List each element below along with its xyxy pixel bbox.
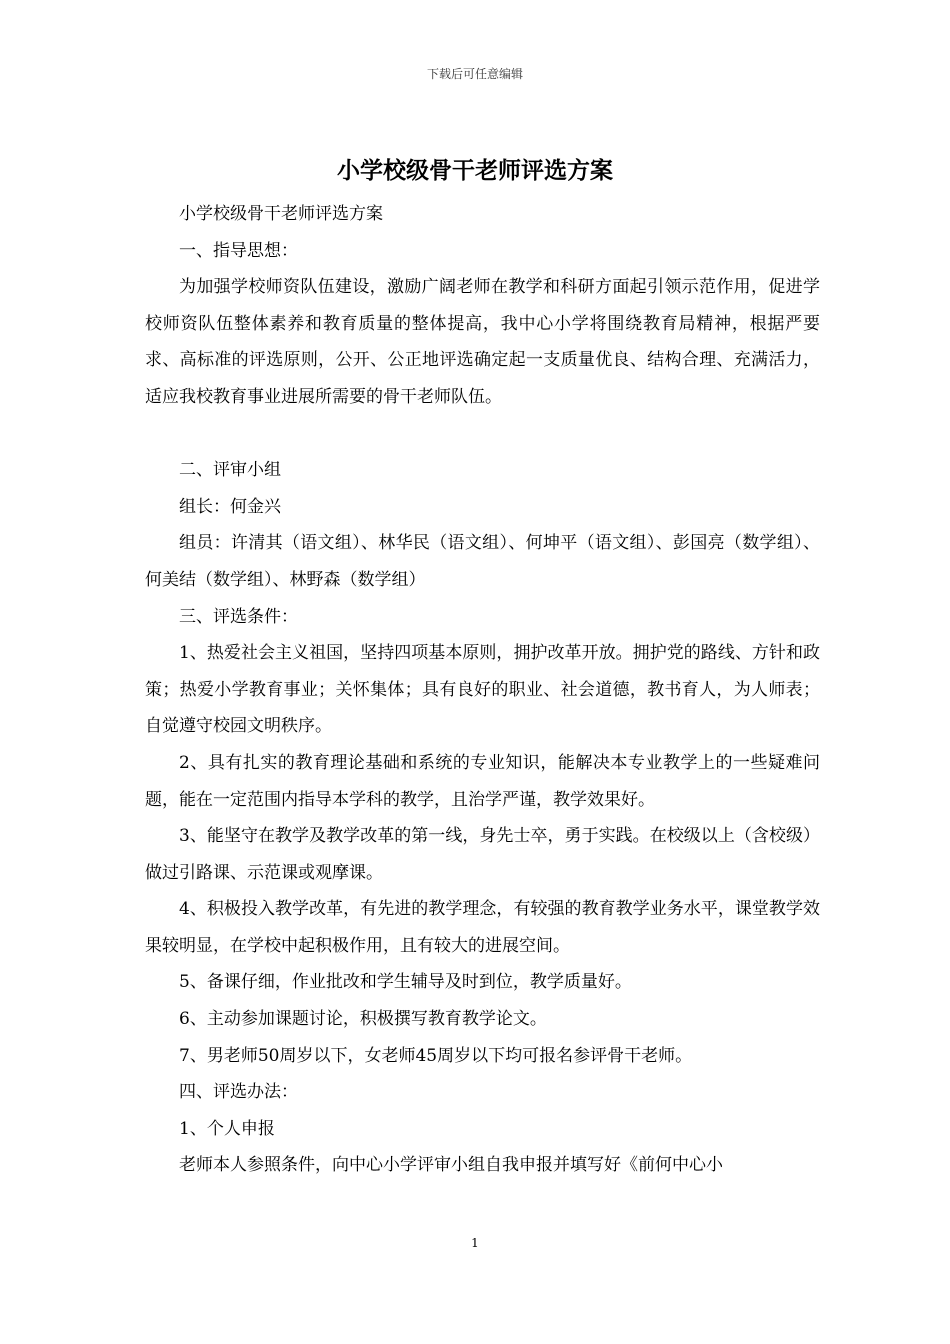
page-number: 1 [471, 1236, 479, 1250]
section-heading-criteria: 三、评选条件： [179, 606, 298, 627]
document-title: 小学校级骨干老师评选方案 [337, 157, 613, 184]
page-header-note: 下载后可任意编辑 [426, 67, 523, 81]
section-heading-review-group: 二、评审小组 [179, 460, 281, 481]
document-body [145, 196, 820, 1184]
section-heading-guiding-thought: 一、指导思想： [179, 240, 298, 261]
paragraph-criteria-5: 5、备课仔细，作业批改和学生辅导及时到位，教学质量好。 [179, 972, 632, 993]
paragraph-subtitle: 小学校级骨干老师评选方案 [179, 204, 383, 224]
paragraph-criteria-4: 4、积极投入教学改革，有先进的教学理念，有较强的教育教学业务水平，课堂教学效果较明显，在学校中起积极作用，且有较大的进展空间。 [145, 899, 820, 956]
paragraph-guiding-thought: 为加强学校师资队伍建设，激励广阔老师在教学和科研方面起引领示范作用，促进学校师资队伍整体素养和教育质量的整体提高，我中心小学将围绕教育局精神，根据严要求、高标准的评选原则，公开、公正地评选确定起一支质量优良、结构合理、充满活力，适应我校教育事业进展所需要的骨干老师队伍。 [145, 277, 820, 407]
paragraph-criteria-6: 6、主动参加课题讨论，积极撰写教育教学论文。 [179, 1009, 547, 1030]
paragraph-method-1: 1、个人申报 [179, 1118, 275, 1139]
paragraph-criteria-7: 7、男老师50周岁以下，女老师45周岁以下均可报名参评骨干老师。 [179, 1045, 693, 1066]
paragraph-group-leader: 组长：何金兴 [179, 496, 281, 517]
blank-line [145, 416, 820, 453]
paragraph-criteria-2: 2、具有扎实的教育理论基础和系统的专业知识，能解决本专业教学上的一些疑难问题，能在一定范围内指导本学科的教学，且治学严谨，教学效果好。 [145, 752, 820, 810]
paragraph-criteria-1: 1、热爱社会主义祖国，坚持四项基本原则，拥护改革开放。拥护党的路线、方针和政策；热爱小学教育事业；关怀集体；具有良好的职业、社会道德，教书育人，为人师表；自觉遵守校园文明秩序。 [145, 643, 820, 737]
paragraph-group-members: 组员：许清其（语文组）、林华民（语文组）、何坤平（语文组）、彭国亮（数学组）、何美结（数学组）、林野森（数学组） [145, 533, 820, 590]
section-heading-method: 四、评选办法： [179, 1082, 298, 1103]
paragraph-method-1-detail: 老师本人参照条件，向中心小学评审小组自我申报并填写好《前何中心小 [179, 1155, 723, 1176]
paragraph-criteria-3: 3、能坚守在教学及教学改革的第一线，身先士卒，勇于实践。在校级以上（含校级）做过引路课、示范课或观摩课。 [145, 826, 820, 883]
